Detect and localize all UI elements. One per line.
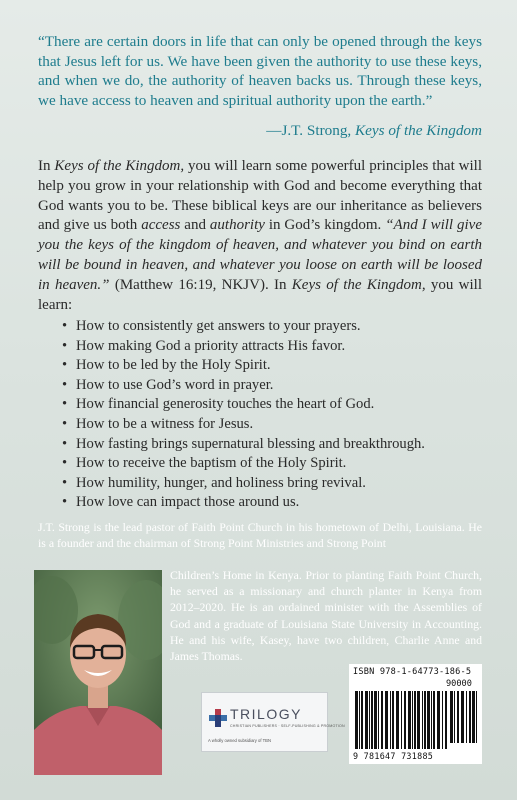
quote-attribution — [266, 122, 482, 140]
price-code: 90000 — [446, 679, 472, 689]
ean-barcode-bars — [355, 691, 447, 749]
list-item: • How to use God’s word in prayer. — [62, 376, 425, 396]
list-item: • How love can impact those around us. — [62, 493, 425, 513]
barcode-bar — [355, 691, 358, 749]
barcode-bar — [472, 691, 475, 743]
book-description — [38, 157, 482, 315]
barcode-bar — [457, 691, 459, 743]
desc-emphasis-authority: authority — [209, 217, 265, 234]
list-item: • How financial generosity touches the heart of God. — [62, 395, 425, 415]
author-portrait-illustration — [34, 570, 162, 775]
publisher-logo-box — [201, 692, 345, 752]
list-item: • How to receive the baptism of the Holy Spirit. — [62, 454, 425, 474]
barcode-bar — [437, 691, 440, 749]
barcode-bar — [427, 691, 430, 749]
barcode-bar — [450, 691, 453, 743]
list-item: • How humility, hunger, and holiness bring revival. — [62, 474, 425, 494]
desc-text: you will learn: — [38, 276, 482, 313]
back-cover-quote: “There are certain doors in life that can only be opened through the keys that Jesus left for us. We have been given the authority to use these keys, and when we do, the authority of heaven backs us. Through these keys, we have access to heaven and spiritual authority upon the earth.” — [38, 33, 482, 109]
desc-text: and — [180, 217, 210, 234]
barcode-bar — [390, 691, 391, 749]
barcode-bar — [431, 691, 432, 749]
barcode-bar — [476, 691, 477, 743]
desc-text: in God’s kingdom. — [264, 217, 386, 234]
publisher-name: TRILOGY — [230, 706, 302, 722]
barcode-bar — [374, 691, 377, 749]
price-addon-bars — [450, 691, 478, 743]
barcode-bar — [396, 691, 399, 749]
barcode-bar — [461, 691, 464, 743]
author-bio-continued: Children’s Home in Kenya. Prior to planting Faith Point Church, he served as a missionary and church planter in Kenya from 2012–2020. He is an ordained minister with the Assemblies of God and a graduate of Louisiana State University in Accounting. He and his wife, Kasey, have two children, Charlie Anne and James Thomas. — [170, 568, 482, 664]
barcode-bar — [381, 691, 383, 749]
barcode-bar — [404, 691, 406, 749]
isbn-barcode — [349, 664, 482, 764]
attribution-book-title: Keys of the Kingdom — [355, 122, 482, 139]
barcode-bar — [433, 691, 435, 749]
list-item: • How to be a witness for Jesus. — [62, 415, 425, 435]
barcode-bar — [417, 691, 420, 749]
author-photo — [34, 570, 162, 775]
attribution-author: —J.T. Strong, — [266, 122, 356, 139]
barcode-bar — [369, 691, 370, 749]
desc-text: In — [38, 158, 55, 174]
barcode-bar — [412, 691, 413, 749]
desc-scripture: “And I will give you the keys of the kingdom of heaven, and whatever you bind on earth will be bound in heaven, and whatever you loose on earth will be loosed in heaven.” — [38, 217, 482, 293]
barcode-bar — [371, 691, 373, 749]
list-item: • How to be led by the Holy Spirit. — [62, 356, 425, 376]
publisher-subsidiary-note: A wholly owned subsidiary of TBN — [208, 738, 271, 743]
barcode-bar — [378, 691, 379, 749]
barcode-bar — [401, 691, 402, 749]
barcode-bar — [442, 691, 443, 749]
list-item: • How fasting brings supernatural blessing and breakthrough. — [62, 435, 425, 455]
barcode-bar — [408, 691, 411, 749]
desc-book-title: Keys of the Kingdom, — [54, 158, 185, 174]
barcode-bar — [466, 691, 467, 743]
barcode-bar — [365, 691, 368, 749]
isbn-number: ISBN 978-1-64773-186-5 — [353, 667, 472, 677]
learning-list — [62, 317, 425, 513]
publisher-tagline: CHRISTIAN PUBLISHERS · SELF-PUBLISHING & PROMOTION — [230, 724, 345, 728]
ean-digits: 9 781647 731885 — [353, 751, 434, 761]
barcode-bar — [359, 691, 360, 749]
barcode-bar — [445, 691, 447, 749]
barcode-bar — [414, 691, 416, 749]
barcode-bar — [422, 691, 423, 749]
list-item: • How making God a priority attracts His favor. — [62, 337, 425, 357]
desc-emphasis-access: access — [141, 217, 181, 234]
barcode-bar — [385, 691, 388, 749]
author-bio-intro: J.T. Strong is the lead pastor of Faith Point Church in his hometown of Delhi, Louisiana. He is a founder and the chairman of Strong Point Ministries and Strong Point — [38, 520, 482, 551]
desc-scripture-ref: (Matthew 16:19, NKJV). In — [109, 276, 292, 293]
barcode-bar — [454, 691, 455, 743]
barcode-bar — [469, 691, 471, 743]
desc-book-title: Keys of the Kingdom, — [291, 276, 426, 293]
barcode-bar — [424, 691, 426, 749]
desc-text: you will learn some powerful principles that will help you grow in your relationship with God and become everything that God wants you to be. These biblical keys are our inheritance as believers and give us both — [38, 158, 483, 234]
barcode-bar — [392, 691, 394, 749]
barcode-bar — [361, 691, 363, 749]
list-item: • How to consistently get answers to your prayers. — [62, 317, 425, 337]
trilogy-cross-icon — [209, 709, 227, 727]
